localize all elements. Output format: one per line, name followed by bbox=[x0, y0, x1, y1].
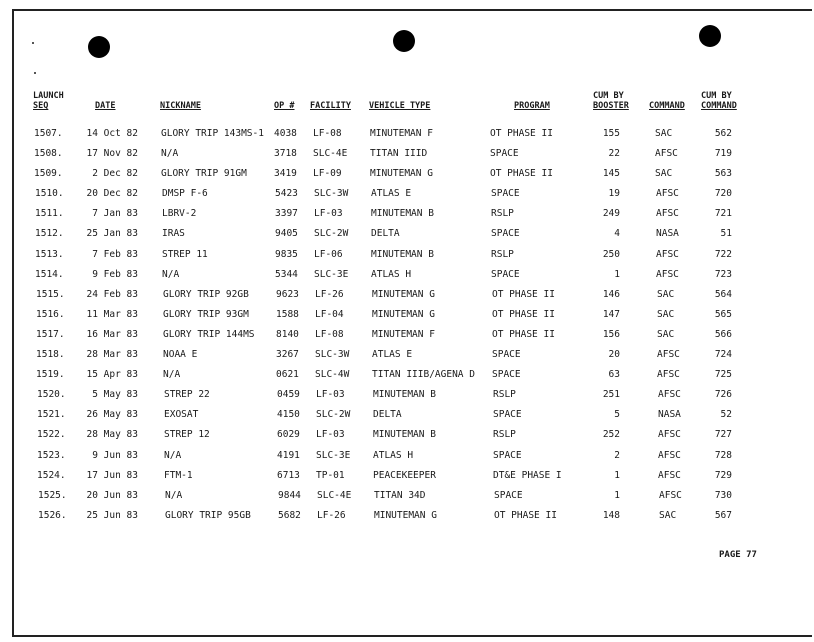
cell-program: RSLP bbox=[491, 248, 514, 260]
cell-date: 7 Feb 83 bbox=[92, 248, 138, 260]
cell-cum-command: 724 bbox=[714, 349, 732, 361]
cell-command: AFSC bbox=[655, 148, 678, 160]
cell-seq: 1524. bbox=[37, 469, 66, 481]
cell-vehicle: ATLAS H bbox=[373, 449, 414, 461]
cell-seq: 1512. bbox=[35, 228, 64, 240]
table-row bbox=[0, 208, 814, 228]
cell-date: 17 Nov 82 bbox=[86, 148, 138, 160]
cell-program: OT PHASE II bbox=[490, 168, 553, 180]
cell-cum-command: 564 bbox=[714, 288, 732, 300]
cell-seq: 1511. bbox=[35, 208, 64, 220]
cell-cum-command: 728 bbox=[714, 449, 732, 461]
cell-seq: 1516. bbox=[36, 308, 65, 320]
cell-command: AFSC bbox=[656, 248, 679, 260]
cell-vehicle: ATLAS E bbox=[372, 349, 413, 361]
cell-nickname: N/A bbox=[163, 369, 181, 381]
cell-date: 17 Jun 83 bbox=[86, 469, 138, 481]
cell-command: AFSC bbox=[658, 389, 681, 401]
cell-seq: 1521. bbox=[37, 409, 66, 421]
cell-op: 8140 bbox=[276, 328, 299, 340]
cell-seq: 1510. bbox=[35, 188, 64, 200]
cell-nickname: LBRV-2 bbox=[162, 208, 197, 220]
cell-cum-command: 723 bbox=[714, 268, 732, 280]
cell-cum-booster: 1 bbox=[614, 469, 620, 481]
cell-cum-booster: 145 bbox=[602, 168, 620, 180]
cell-facility: LF-06 bbox=[314, 248, 343, 260]
header-facility: FACILITY bbox=[310, 101, 351, 111]
cell-facility: LF-04 bbox=[315, 308, 344, 320]
cell-program: OT PHASE II bbox=[492, 288, 555, 300]
cell-vehicle: TITAN IIIB/AGENA D bbox=[372, 369, 475, 381]
cell-command: AFSC bbox=[659, 489, 682, 501]
page-number: PAGE 77 bbox=[719, 550, 757, 560]
cell-vehicle: MINUTEMAN B bbox=[373, 389, 436, 401]
header-date: DATE bbox=[95, 101, 116, 111]
cell-facility: LF-03 bbox=[316, 429, 345, 441]
cell-op: 1588 bbox=[276, 308, 299, 320]
table-row bbox=[0, 168, 814, 188]
cell-command: AFSC bbox=[657, 349, 680, 361]
cell-op: 9835 bbox=[275, 248, 298, 260]
cell-command: AFSC bbox=[657, 369, 680, 381]
table-row bbox=[0, 188, 814, 208]
cell-cum-booster: 19 bbox=[608, 188, 620, 200]
cell-nickname: N/A bbox=[162, 268, 180, 280]
cell-cum-command: 730 bbox=[714, 489, 732, 501]
cell-cum-booster: 63 bbox=[608, 369, 620, 381]
cell-seq: 1519. bbox=[36, 369, 65, 381]
cell-nickname: EXOSAT bbox=[164, 409, 199, 421]
cell-command: SAC bbox=[657, 308, 675, 320]
cell-facility: SLC-3E bbox=[314, 268, 349, 280]
cell-seq: 1515. bbox=[36, 288, 65, 300]
cell-facility: TP-01 bbox=[316, 469, 345, 481]
cell-op: 4150 bbox=[277, 409, 300, 421]
cell-cum-command: 721 bbox=[714, 208, 732, 220]
cell-cum-booster: 148 bbox=[602, 509, 620, 521]
cell-cum-booster: 2 bbox=[614, 449, 620, 461]
header-launch-seq: LAUNCH SEQ bbox=[33, 91, 64, 111]
cell-command: AFSC bbox=[658, 429, 681, 441]
cell-seq: 1518. bbox=[36, 349, 65, 361]
cell-nickname: GLORY TRIP 144MS bbox=[163, 328, 255, 340]
cell-date: 26 May 83 bbox=[86, 409, 138, 421]
cell-cum-command: 52 bbox=[720, 409, 732, 421]
binder-hole-right bbox=[699, 25, 721, 47]
launch-table bbox=[0, 128, 814, 530]
cell-program: SPACE bbox=[491, 268, 520, 280]
header-vehicle-type: VEHICLE TYPE bbox=[369, 101, 431, 111]
cell-vehicle: DELTA bbox=[373, 409, 402, 421]
cell-facility: SLC-3E bbox=[316, 449, 351, 461]
cell-seq: 1507. bbox=[34, 128, 63, 139]
cell-nickname: GLORY TRIP 93GM bbox=[163, 308, 249, 320]
cell-nickname: GLORY TRIP 92GB bbox=[163, 288, 249, 300]
cell-vehicle: TITAN IIID bbox=[370, 148, 428, 160]
cell-vehicle: MINUTEMAN G bbox=[372, 308, 435, 320]
cell-vehicle: MINUTEMAN B bbox=[371, 208, 434, 220]
cell-cum-command: 720 bbox=[714, 188, 732, 200]
table-row bbox=[0, 249, 814, 269]
cell-vehicle: DELTA bbox=[371, 228, 400, 240]
header-cum-by-command: CUM BY COMMAND bbox=[701, 91, 737, 111]
cell-facility: SLC-2W bbox=[314, 228, 349, 240]
cell-date: 28 Mar 83 bbox=[86, 349, 138, 361]
cell-command: AFSC bbox=[658, 469, 681, 481]
cell-op: 3267 bbox=[276, 349, 299, 361]
cell-nickname: GLORY TRIP 95GB bbox=[165, 509, 251, 521]
cell-date: 20 Jun 83 bbox=[86, 489, 138, 501]
cell-seq: 1513. bbox=[35, 248, 64, 260]
cell-program: RSLP bbox=[493, 429, 516, 441]
cell-facility: LF-26 bbox=[317, 509, 346, 521]
cell-vehicle: MINUTEMAN G bbox=[372, 288, 435, 300]
cell-command: SAC bbox=[659, 509, 677, 521]
cell-nickname: N/A bbox=[165, 489, 183, 501]
cell-facility: SLC-3W bbox=[314, 188, 349, 200]
cell-op: 3718 bbox=[274, 148, 297, 160]
cell-date: 16 Mar 83 bbox=[86, 328, 138, 340]
cell-program: SPACE bbox=[494, 489, 523, 501]
cell-facility: LF-08 bbox=[313, 128, 342, 139]
cell-cum-booster: 156 bbox=[602, 328, 620, 340]
cell-seq: 1526. bbox=[38, 509, 67, 521]
table-row bbox=[0, 409, 814, 429]
cell-cum-command: 566 bbox=[714, 328, 732, 340]
cell-program: SPACE bbox=[491, 188, 520, 200]
cell-cum-command: 567 bbox=[714, 509, 732, 521]
table-row bbox=[0, 289, 814, 309]
cell-program: RSLP bbox=[493, 389, 516, 401]
cell-vehicle: MINUTEMAN F bbox=[372, 328, 435, 340]
cell-program: OT PHASE II bbox=[494, 509, 557, 521]
table-row bbox=[0, 228, 814, 248]
header-program: PROGRAM bbox=[514, 101, 550, 111]
cell-vehicle: MINUTEMAN G bbox=[370, 168, 433, 180]
cell-date: 2 Dec 82 bbox=[92, 168, 138, 180]
binder-hole-left bbox=[88, 36, 110, 58]
cell-date: 9 Feb 83 bbox=[92, 268, 138, 280]
cell-seq: 1517. bbox=[36, 328, 65, 340]
cell-program: SPACE bbox=[490, 148, 519, 160]
cell-facility: LF-03 bbox=[316, 389, 345, 401]
table-row bbox=[0, 429, 814, 449]
cell-nickname: N/A bbox=[161, 148, 179, 160]
cell-program: RSLP bbox=[491, 208, 514, 220]
cell-op: 3419 bbox=[274, 168, 297, 180]
cell-op: 5423 bbox=[275, 188, 298, 200]
cell-vehicle: MINUTEMAN B bbox=[373, 429, 436, 441]
cell-date: 28 May 83 bbox=[86, 429, 138, 441]
cell-op: 4191 bbox=[277, 449, 300, 461]
cell-nickname: STREP 12 bbox=[164, 429, 210, 441]
table-row bbox=[0, 389, 814, 409]
cell-seq: 1522. bbox=[37, 429, 66, 441]
cell-cum-command: 729 bbox=[714, 469, 732, 481]
cell-facility: LF-03 bbox=[314, 208, 343, 220]
table-row bbox=[0, 349, 814, 369]
cell-command: AFSC bbox=[656, 268, 679, 280]
table-row bbox=[0, 450, 814, 470]
table-row bbox=[0, 309, 814, 329]
cell-cum-booster: 5 bbox=[614, 409, 620, 421]
cell-cum-command: 563 bbox=[714, 168, 732, 180]
header-nickname: NICKNAME bbox=[160, 101, 201, 111]
cell-seq: 1523. bbox=[37, 449, 66, 461]
cell-cum-command: 722 bbox=[714, 248, 732, 260]
cell-command: NASA bbox=[656, 228, 679, 240]
cell-cum-command: 565 bbox=[714, 308, 732, 320]
cell-program: DT&E PHASE I bbox=[493, 469, 562, 481]
cell-facility: LF-26 bbox=[315, 288, 344, 300]
cell-facility: LF-09 bbox=[313, 168, 342, 180]
cell-command: NASA bbox=[658, 409, 681, 421]
cell-vehicle: MINUTEMAN F bbox=[370, 128, 433, 139]
cell-op: 9844 bbox=[278, 489, 301, 501]
cell-nickname: N/A bbox=[164, 449, 182, 461]
cell-op: 5344 bbox=[275, 268, 298, 280]
cell-program: OT PHASE II bbox=[490, 128, 553, 139]
cell-cum-booster: 1 bbox=[614, 268, 620, 280]
cell-seq: 1525. bbox=[38, 489, 67, 501]
cell-cum-booster: 249 bbox=[602, 208, 620, 220]
cell-program: OT PHASE II bbox=[492, 308, 555, 320]
cell-seq: 1514. bbox=[35, 268, 64, 280]
cell-cum-booster: 252 bbox=[602, 429, 620, 441]
cell-cum-booster: 146 bbox=[602, 288, 620, 300]
cell-cum-command: 719 bbox=[714, 148, 732, 160]
cell-op: 5682 bbox=[278, 509, 301, 521]
cell-nickname: GLORY TRIP 143MS-1 bbox=[161, 128, 264, 139]
cell-facility: SLC-4E bbox=[317, 489, 352, 501]
cell-facility: SLC-4E bbox=[313, 148, 348, 160]
cell-cum-command: 727 bbox=[714, 429, 732, 441]
cell-program: SPACE bbox=[491, 228, 520, 240]
cell-vehicle: MINUTEMAN G bbox=[374, 509, 437, 521]
cell-facility: SLC-3W bbox=[315, 349, 350, 361]
header-command: COMMAND bbox=[649, 101, 685, 111]
cell-date: 15 Apr 83 bbox=[86, 369, 138, 381]
cell-cum-booster: 1 bbox=[614, 489, 620, 501]
cell-cum-command: 726 bbox=[714, 389, 732, 401]
cell-facility: SLC-2W bbox=[316, 409, 351, 421]
cell-date: 11 Mar 83 bbox=[86, 308, 138, 320]
cell-date: 20 Dec 82 bbox=[86, 188, 138, 200]
table-row bbox=[0, 369, 814, 389]
cell-command: SAC bbox=[657, 328, 675, 340]
cell-date: 14 Oct 82 bbox=[86, 128, 138, 139]
cell-cum-booster: 251 bbox=[602, 389, 620, 401]
cell-op: 9405 bbox=[275, 228, 298, 240]
cell-cum-command: 562 bbox=[714, 128, 732, 139]
table-row bbox=[0, 490, 814, 510]
cell-cum-command: 725 bbox=[714, 369, 732, 381]
cell-cum-booster: 155 bbox=[602, 128, 620, 139]
cell-vehicle: PEACEKEEPER bbox=[373, 469, 436, 481]
cell-vehicle: MINUTEMAN B bbox=[371, 248, 434, 260]
cell-seq: 1520. bbox=[37, 389, 66, 401]
cell-facility: LF-08 bbox=[315, 328, 344, 340]
cell-command: AFSC bbox=[656, 188, 679, 200]
cell-command: SAC bbox=[657, 288, 675, 300]
table-row bbox=[0, 510, 814, 530]
cell-nickname: GLORY TRIP 91GM bbox=[161, 168, 247, 180]
cell-program: SPACE bbox=[492, 369, 521, 381]
cell-date: 25 Jan 83 bbox=[86, 228, 138, 240]
cell-command: SAC bbox=[655, 168, 673, 180]
cell-seq: 1509. bbox=[34, 168, 63, 180]
scan-speck bbox=[32, 42, 34, 44]
cell-cum-booster: 20 bbox=[608, 349, 620, 361]
cell-cum-booster: 250 bbox=[602, 248, 620, 260]
cell-nickname: NOAA E bbox=[163, 349, 198, 361]
cell-nickname: STREP 22 bbox=[164, 389, 210, 401]
cell-op: 4038 bbox=[274, 128, 297, 139]
cell-program: SPACE bbox=[493, 409, 522, 421]
binder-hole-center bbox=[393, 30, 415, 52]
cell-date: 24 Feb 83 bbox=[86, 288, 138, 300]
cell-date: 9 Jun 83 bbox=[92, 449, 138, 461]
cell-op: 9623 bbox=[276, 288, 299, 300]
scan-speck bbox=[34, 72, 36, 74]
cell-facility: SLC-4W bbox=[315, 369, 350, 381]
cell-date: 5 May 83 bbox=[92, 389, 138, 401]
cell-cum-booster: 147 bbox=[602, 308, 620, 320]
cell-op: 6713 bbox=[277, 469, 300, 481]
cell-program: SPACE bbox=[492, 349, 521, 361]
table-row bbox=[0, 128, 814, 148]
cell-program: OT PHASE II bbox=[492, 328, 555, 340]
cell-vehicle: ATLAS H bbox=[371, 268, 412, 280]
table-row bbox=[0, 269, 814, 289]
cell-nickname: STREP 11 bbox=[162, 248, 208, 260]
cell-nickname: DMSP F-6 bbox=[162, 188, 208, 200]
header-cum-by-booster: CUM BY BOOSTER bbox=[593, 91, 629, 111]
cell-command: AFSC bbox=[658, 449, 681, 461]
cell-nickname: FTM-1 bbox=[164, 469, 193, 481]
cell-date: 25 Jun 83 bbox=[86, 509, 138, 521]
table-row bbox=[0, 329, 814, 349]
cell-cum-booster: 22 bbox=[608, 148, 620, 160]
page-border-bottom bbox=[12, 635, 812, 637]
header-op: OP # bbox=[274, 101, 295, 111]
cell-op: 3397 bbox=[275, 208, 298, 220]
cell-command: AFSC bbox=[656, 208, 679, 220]
cell-seq: 1508. bbox=[34, 148, 63, 160]
cell-vehicle: ATLAS E bbox=[371, 188, 412, 200]
cell-date: 7 Jan 83 bbox=[92, 208, 138, 220]
cell-cum-booster: 4 bbox=[614, 228, 620, 240]
cell-program: SPACE bbox=[493, 449, 522, 461]
cell-op: 0459 bbox=[277, 389, 300, 401]
cell-cum-command: 51 bbox=[720, 228, 732, 240]
table-row bbox=[0, 148, 814, 168]
table-row bbox=[0, 470, 814, 490]
cell-command: SAC bbox=[655, 128, 673, 139]
cell-op: 6029 bbox=[277, 429, 300, 441]
cell-vehicle: TITAN 34D bbox=[374, 489, 426, 501]
cell-op: 0621 bbox=[276, 369, 299, 381]
page-border-top bbox=[12, 9, 812, 11]
cell-nickname: IRAS bbox=[162, 228, 185, 240]
